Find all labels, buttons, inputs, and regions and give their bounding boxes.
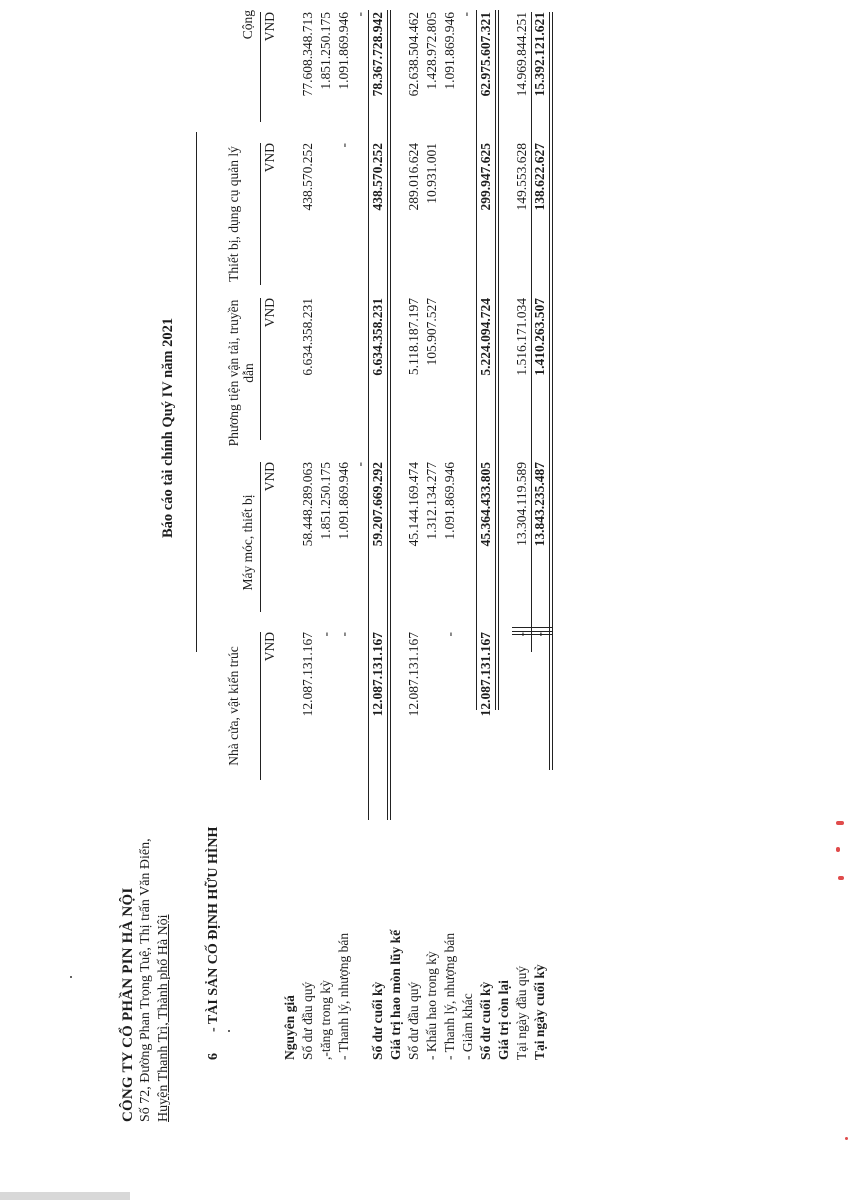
cell-value: 438.570.252 <box>300 143 315 211</box>
cell-value: 45.144.169.474 <box>406 462 421 547</box>
total-rule <box>387 10 388 820</box>
subtotal-rule <box>476 10 477 710</box>
cell-value: 10.931.001 <box>424 143 439 204</box>
scan-dot <box>228 1030 230 1032</box>
company-address-line2: Huyện Thanh Trì, Thành phố Hà Nội <box>156 914 171 1122</box>
subtotal-rule <box>368 10 369 820</box>
cell-value: 5.224.094.724 <box>478 298 493 376</box>
cell-value: - <box>352 462 367 467</box>
cell-value: 78.367.728.942 <box>370 12 385 97</box>
cell-value: 1.516.171.034 <box>514 298 529 376</box>
row-label-accumulated-depreciation: Giá trị hao mòn lũy kế <box>388 929 403 1060</box>
cell-value: 138.622.627 <box>532 143 547 211</box>
red-scan-mark <box>836 847 840 852</box>
row-label-disposal: - Thanh lý, nhượng bán <box>336 932 351 1060</box>
cell-value: - <box>318 632 333 637</box>
col-header-buildings: Nhà cửa, vật kiến trúc <box>226 646 241 766</box>
total-rule <box>552 12 553 770</box>
unit-buildings: VND <box>262 632 277 662</box>
cell-value: 299.947.625 <box>478 143 493 211</box>
cell-value: 6.634.358.231 <box>370 298 385 376</box>
col-header-machinery: Máy móc, thiết bị <box>240 494 255 591</box>
cell-value: 149.553.628 <box>514 143 529 211</box>
row-label-increase: ,-tăng trong kỳ <box>318 980 333 1060</box>
total-rule <box>495 10 496 710</box>
cell-value: 1.091.869.946 <box>336 12 351 90</box>
company-name: CÔNG TY CỔ PHẦN PIN HÀ NỘI <box>120 887 136 1122</box>
cell-value: 15.392.121.621 <box>532 12 547 97</box>
row-label-original-cost: Nguyên giá <box>282 995 297 1060</box>
row-label-closing-balance: Số dư cuối kỳ <box>478 981 493 1060</box>
cell-value: 1.312.134.277 <box>424 462 439 540</box>
column-separator <box>512 634 552 635</box>
cell-value: 1.091.869.946 <box>442 462 457 540</box>
total-rule <box>549 12 550 770</box>
cell-value: 13.843.235.487 <box>532 462 547 547</box>
row-label-net-book-value: Giá trị còn lại <box>496 980 511 1060</box>
col-header-total: Cộng <box>240 10 255 40</box>
cell-value: 1.428.972.805 <box>424 12 439 90</box>
cell-value: 1.091.869.946 <box>442 12 457 90</box>
col-underline <box>260 632 261 780</box>
row-label-opening-balance: Số dư đầu quý <box>300 981 315 1060</box>
column-separator <box>512 631 552 632</box>
header-rule <box>196 132 197 652</box>
col-underline <box>260 462 261 612</box>
cell-value: 14.969.844.251 <box>514 12 529 97</box>
cell-value: 62.975.607.321 <box>478 12 493 97</box>
cell-value: 1.410.263.507 <box>532 298 547 376</box>
scan-edge-smudge <box>0 1192 130 1200</box>
row-label-opening-balance: Số dư đầu quý <box>406 981 421 1060</box>
cell-value: 438.570.252 <box>370 143 385 211</box>
row-label-beginning-of-quarter: Tại ngày đầu quý <box>514 965 529 1060</box>
red-scan-mark <box>845 1137 848 1140</box>
row-label-disposal: - Thanh lý, nhượng bán <box>442 932 457 1060</box>
unit-machinery: VND <box>262 462 277 492</box>
cell-value: - <box>514 632 529 637</box>
section-number: 6 <box>206 1053 221 1060</box>
cell-value: 13.304.119.589 <box>514 462 529 546</box>
cell-value: 77.608.348.713 <box>300 12 315 97</box>
cell-value: 59.207.669.292 <box>370 462 385 547</box>
cell-value: 5.118.187.197 <box>406 298 421 376</box>
row-label-depreciation: - Khấu hao trong kỳ <box>424 951 439 1060</box>
cell-value: 1.091.869.946 <box>336 462 351 540</box>
row-label-end-of-period: Tại ngày cuối kỳ <box>532 964 547 1060</box>
unit-total: VND <box>262 12 277 42</box>
cell-value: 12.087.131.167 <box>300 632 315 717</box>
row-label-other-decrease: - Giảm khác <box>460 993 475 1060</box>
company-address-line1: Số 72, Đường Phan Trọng Tuệ, Thị trấn Văn Điển, <box>138 838 153 1122</box>
col-underline <box>260 12 261 122</box>
cell-value: 105.907.527 <box>424 298 439 366</box>
unit-vehicles: VND <box>262 298 277 328</box>
cell-value: 62.638.504.462 <box>406 12 421 97</box>
scan-dot <box>70 976 72 978</box>
cell-value: 45.364.433.805 <box>478 462 493 547</box>
cell-value: 12.087.131.167 <box>406 632 421 717</box>
cell-value: - <box>336 632 351 637</box>
cell-value: 12.087.131.167 <box>478 632 493 717</box>
cell-value: - <box>532 632 547 637</box>
unit-equipment: VND <box>262 143 277 173</box>
total-rule <box>390 10 391 820</box>
cell-value: 58.448.289.063 <box>300 462 315 547</box>
cell-value: - <box>442 632 457 637</box>
cell-value: 6.634.358.231 <box>300 298 315 376</box>
cell-value: - <box>458 12 473 17</box>
row-label-closing-balance: Số dư cuối kỳ <box>370 981 385 1060</box>
col-underline <box>260 298 261 440</box>
report-title: Báo cáo tài chính Quý IV năm 2021 <box>160 317 176 538</box>
red-scan-mark <box>838 876 844 880</box>
cell-value: 289.016.624 <box>406 143 421 211</box>
col-underline <box>260 143 261 285</box>
column-separator <box>512 627 552 628</box>
cell-value: 1.851.250.175 <box>318 462 333 540</box>
red-scan-mark <box>836 821 844 825</box>
section-title: - TÀI SẢN CỐ ĐỊNH HỮU HÌNH <box>206 826 221 1032</box>
col-header-vehicles: Phương tiện vận tải, truyền dẫn <box>226 299 256 447</box>
total-rule <box>498 10 499 710</box>
cell-value: 1.851.250.175 <box>318 12 333 90</box>
col-header-equipment: Thiết bị, dụng cụ quản lý <box>226 146 241 282</box>
cell-value: - <box>352 12 367 17</box>
cell-value: 12.087.131.167 <box>370 632 385 717</box>
cell-value: - <box>336 143 351 148</box>
